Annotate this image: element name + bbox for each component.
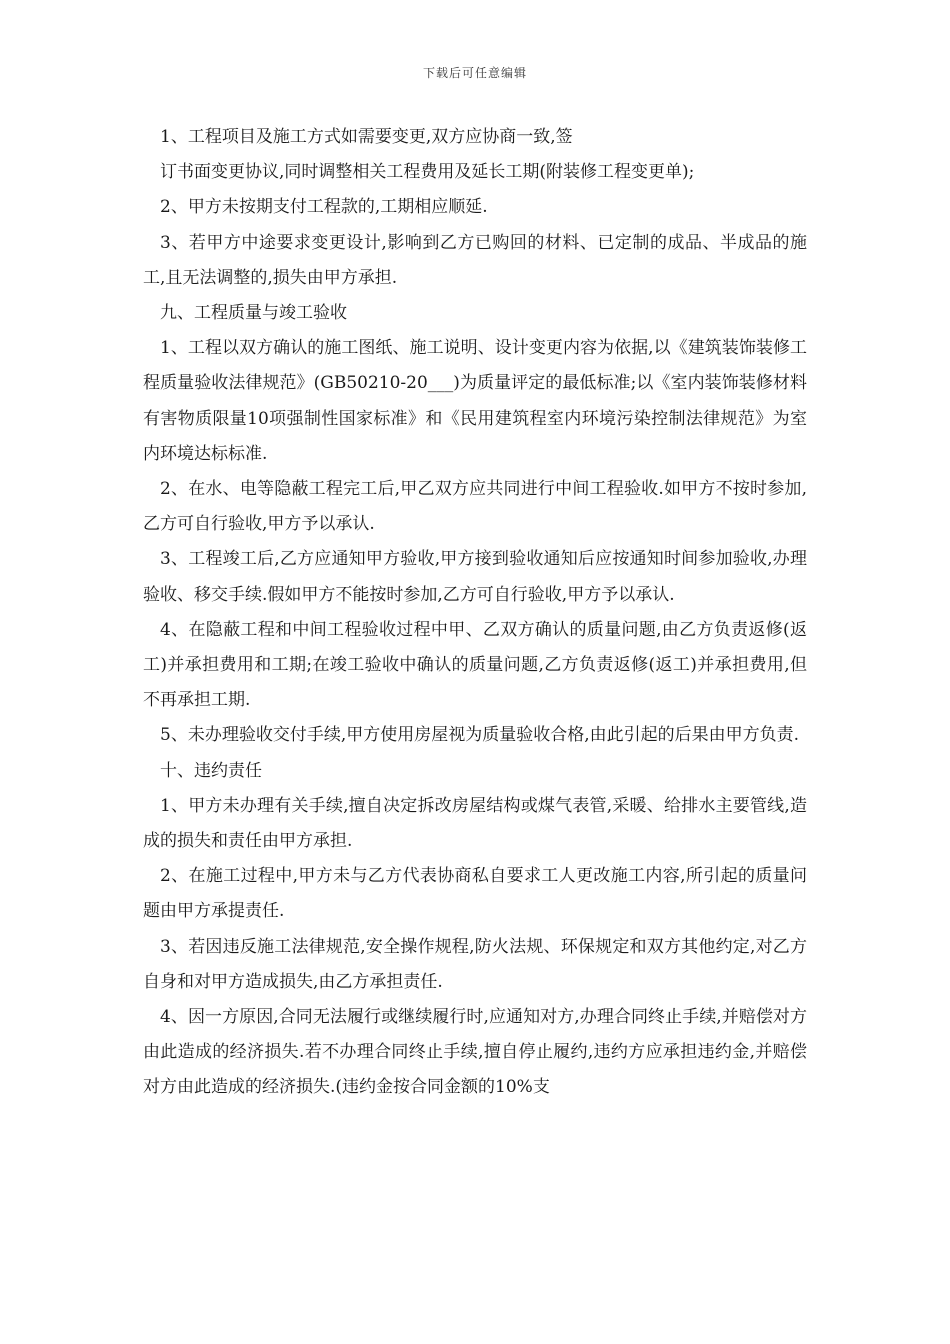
paragraph-liability-3: 3、若因违反施工法律规范,安全操作规程,防火法规、环保规定和双方其他约定,对乙方自身和对甲方造成损失,由乙方承担责任. — [143, 936, 807, 992]
paragraph-liability-4: 4、因一方原因,合同无法履行或继续履行时,应通知对方,办理合同终止手续,并赔偿对方由此造成的经济损失.若不办理合同终止手续,擅自停止履约,违约方应承担违约金,并赔偿对方由此造成的经济损失.(违约金按合同金额的10%支 — [143, 1007, 807, 1098]
section-heading-quality: 九、工程质量与竣工验收 — [160, 303, 347, 324]
page-header: 下载后可任意编辑 — [422, 66, 527, 80]
paragraph-change-1-cont: 订书面变更协议,同时调整相关工程费用及延长工期(附装修工程变更单); — [160, 162, 695, 183]
paragraph-quality-4: 4、在隐蔽工程和中间工程验收过程中甲、乙双方确认的质量问题,由乙方负责返修(返工)并承担费用和工期;在竣工验收中确认的质量问题,乙方负责返修(返工)并承担费用,但不再承担工期. — [143, 619, 807, 711]
paragraph-quality-3: 3、工程竣工后,乙方应通知甲方验收,甲方接到验收通知后应按通知时间参加验收,办理验收、移交手续.假如甲方不能按时参加,乙方可自行验收,甲方予以承认. — [143, 549, 807, 605]
paragraph-change-3: 3、若甲方中途要求变更设计,影响到乙方已购回的材料、已定制的成品、半成品的施工,且无法调整的,损失由甲方承担. — [143, 232, 807, 288]
paragraph-quality-2: 2、在水、电等隐蔽工程完工后,甲乙双方应共同进行中间工程验收.如甲方不按时参加,乙方可自行验收,甲方予以承认. — [143, 479, 807, 535]
paragraph-change-2: 2、甲方未按期支付工程款的,工期相应顺延. — [160, 197, 488, 218]
document-body — [143, 120, 807, 1106]
paragraph-quality-5: 5、未办理验收交付手续,甲方使用房屋视为质量验收合格,由此引起的后果由甲方负责. — [160, 725, 800, 746]
paragraph-liability-1: 1、甲方未办理有关手续,擅自决定拆改房屋结构或煤气表管,采暖、给排水主要管线,造成的损失和责任由甲方承担. — [143, 795, 807, 852]
section-heading-liability: 十、违约责任 — [160, 760, 262, 781]
paragraph-quality-1: 1、工程以双方确认的施工图纸、施工说明、设计变更内容为依据,以《建筑装饰装修工程质量验收法律规范》(GB50210-20___)为质量评定的最低标准;以《室内装饰装修材料有害物质限量10项强制性国家标准》和《民用建筑程室内环境污染控制法律规范》为室内环境达标标准. — [143, 338, 807, 464]
paragraph-liability-2: 2、在施工过程中,甲方未与乙方代表协商私自要求工人更改施工内容,所引起的质量问题由甲方承提责任. — [143, 866, 807, 922]
paragraph-change-1: 1、工程项目及施工方式如需要变更,双方应协商一致,签 — [160, 127, 573, 147]
